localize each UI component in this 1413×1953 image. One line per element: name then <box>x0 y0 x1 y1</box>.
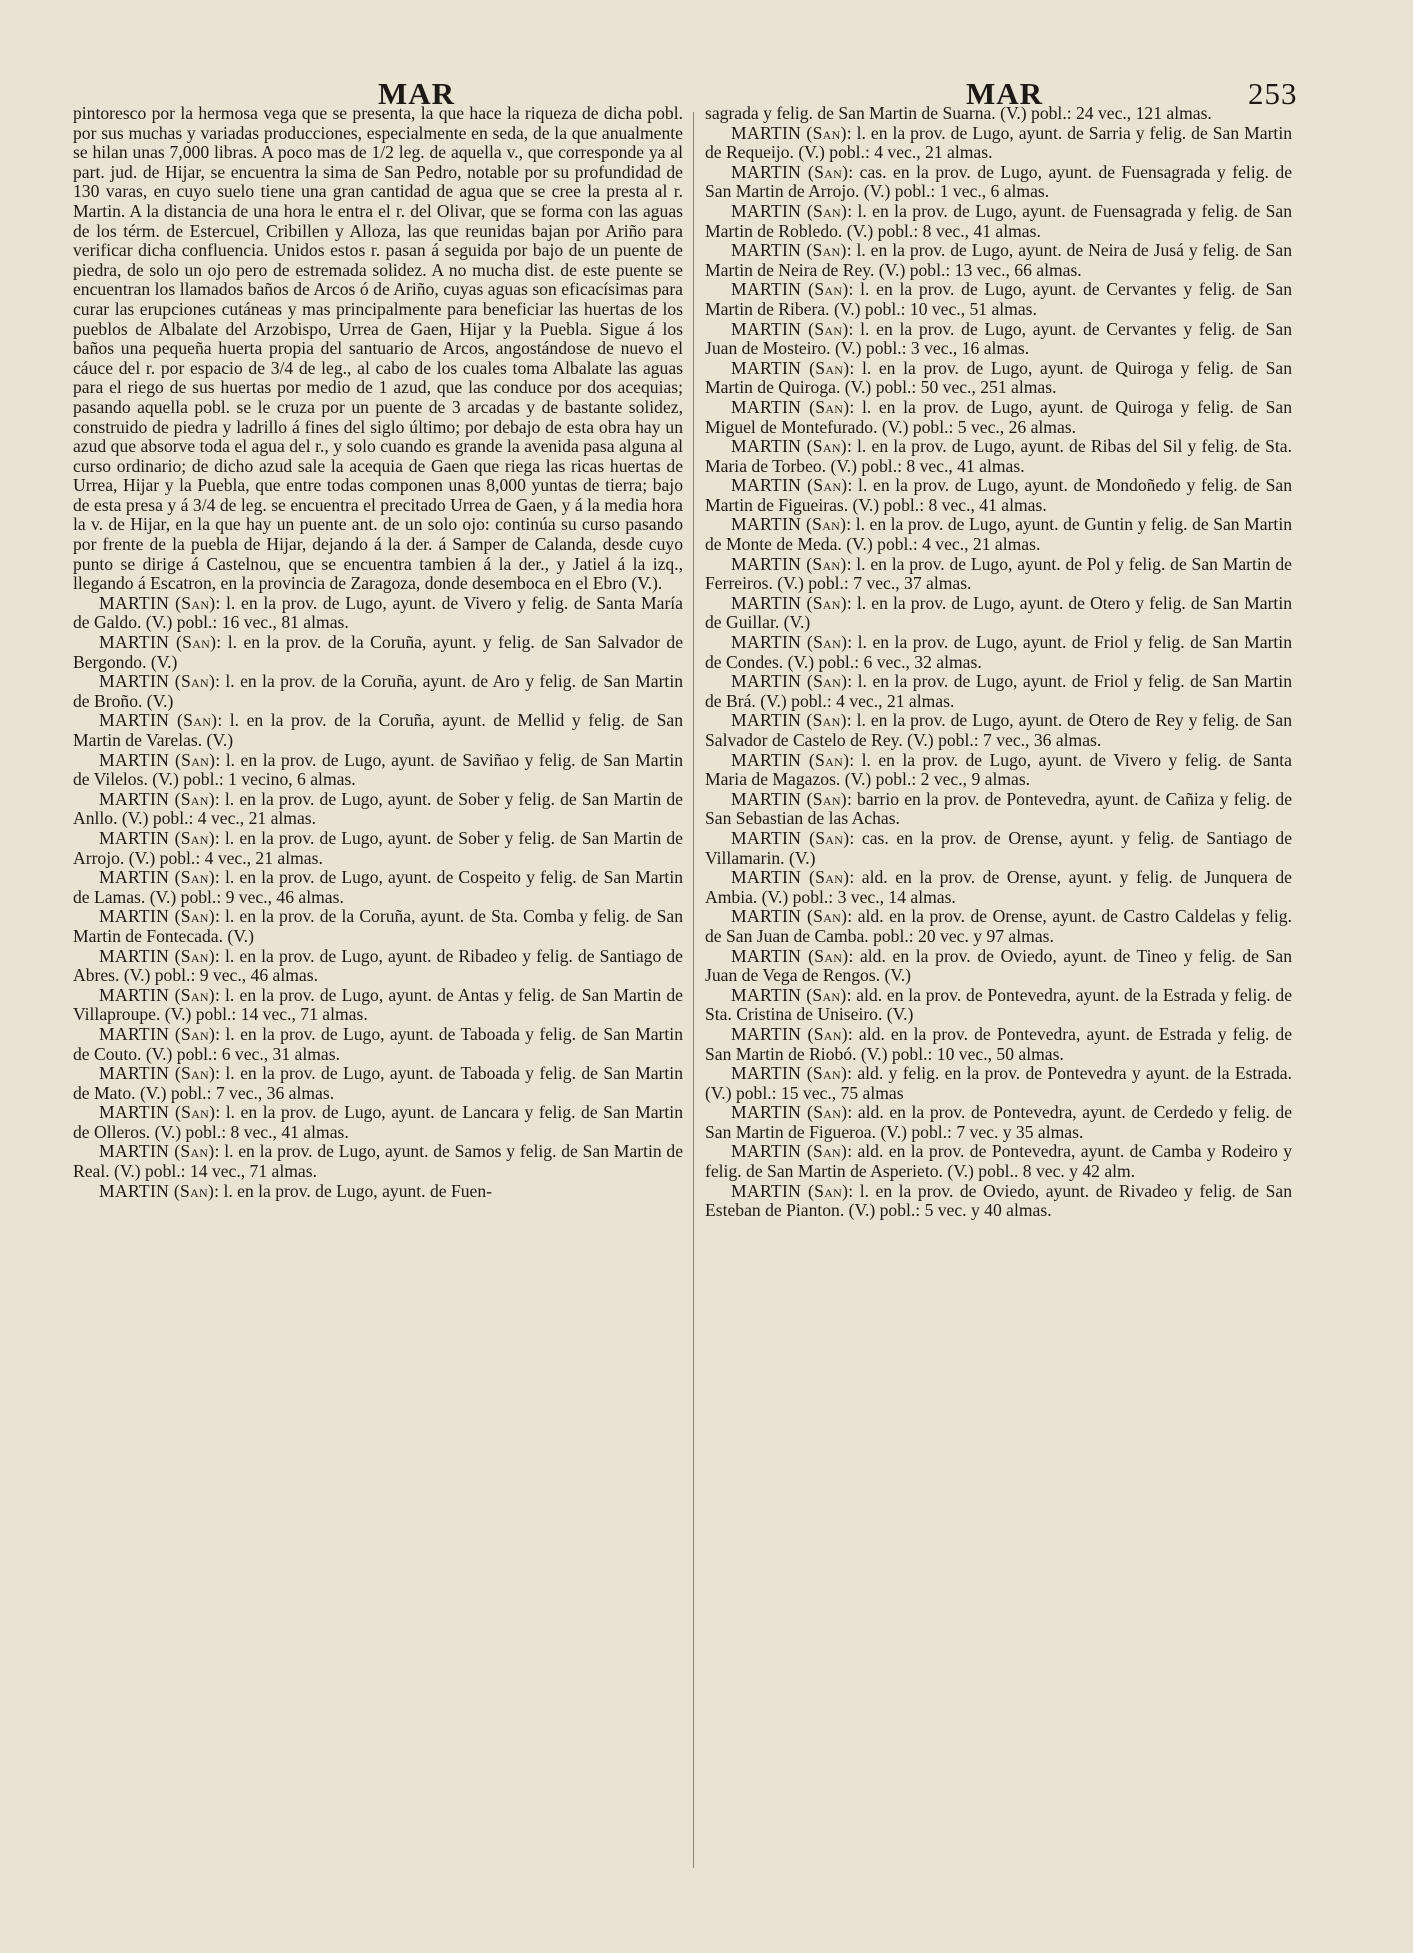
dictionary-entry <box>705 1064 1292 1103</box>
dictionary-entry <box>705 555 1292 594</box>
entry-text: : l. en la prov. de Lugo, ayunt. de Cervantes y felig. de San Juan de Mosteiro. (V.) pobl.: 3 vec., 16 almas. <box>705 318 1292 359</box>
dictionary-entry <box>705 280 1292 319</box>
entry-headword: MARTIN (San) <box>99 671 216 692</box>
dictionary-entry <box>73 1103 683 1142</box>
page-number: 253 <box>1248 76 1298 111</box>
entry-headword: MARTIN (San) <box>99 945 215 966</box>
entry-text: : l. en la prov. de Oviedo, ayunt. de Rivadeo y felig. de San Esteban de Pianton. (V.) pobl.: 5 vec. y 40 almas. <box>705 1180 1292 1221</box>
entry-text: : ald. en la prov. de Oviedo, ayunt. de Tineo y felig. de San Juan de Vega de Rengos. (V.) <box>705 945 1292 986</box>
entry-text: : cas. en la prov. de Lugo, ayunt. de Fuensagrada y felig. de San Martin de Arrojo. (V.) pobl.: 1 vec., 6 almas. <box>705 161 1292 202</box>
left-entries-list <box>73 594 683 1201</box>
entry-text: : l. en la prov. de Lugo, ayunt. de Quiroga y felig. de San Martin de Quiroga. (V.) pobl.: 50 vec., 251 almas. <box>705 357 1292 398</box>
entry-text: : l. en la prov. de Lugo, ayunt. de Guntin y felig. de San Martin de Monte de Meda. (V.) pobl.: 4 vec., 21 almas. <box>705 514 1292 555</box>
dictionary-entry <box>705 1142 1292 1181</box>
dictionary-entry <box>705 633 1292 672</box>
entry-headword: MARTIN (San) <box>731 788 847 809</box>
entry-headword: MARTIN (San) <box>99 1063 216 1084</box>
entry-text: : l. en la prov. de Lugo, ayunt. de Fuensagrada y felig. de San Martin de Robledo. (V.) pobl.: 8 vec., 41 almas. <box>705 200 1292 241</box>
dictionary-entry <box>705 359 1292 398</box>
running-head-right: MAR <box>966 76 1044 111</box>
entry-headword: MARTIN (San) <box>731 318 849 339</box>
entry-text: : l. en la prov. de Lugo, ayunt. de Saviñao y felig. de San Martin de Vilelos. (V.) pobl.: 1 vecino, 6 almas. <box>73 749 683 790</box>
entry-text: : l. en la prov. de Lugo, ayunt. de Taboada y felig. de San Martin de Mato. (V.) pobl.: 7 vec., 36 almas. <box>73 1063 683 1103</box>
dictionary-entry <box>73 594 683 633</box>
entry-headword: MARTIN (San) <box>731 710 847 731</box>
dictionary-entry <box>73 672 683 711</box>
entry-headword: MARTIN (San) <box>731 514 847 535</box>
dictionary-entry <box>73 633 683 672</box>
dictionary-entry <box>705 202 1292 241</box>
entry-text: : l. en la prov. de Lugo, ayunt. de Pol y felig. de San Martin de Ferreiros. (V.) pobl.: 7 vec., 37 almas. <box>705 553 1292 594</box>
dictionary-entry <box>705 790 1292 829</box>
dictionary-entry <box>73 751 683 790</box>
entry-headword: MARTIN (San) <box>731 749 850 770</box>
entry-headword: MARTIN (San) <box>99 1023 216 1044</box>
entry-text: : barrio en la prov. de Pontevedra, ayunt. de Cañiza y felig. de San Sebastian de las Achas. <box>705 788 1292 829</box>
entry-headword: MARTIN (San) <box>731 475 848 496</box>
dictionary-entry <box>73 907 683 946</box>
entry-headword: MARTIN (San) <box>99 749 216 770</box>
entry-headword: MARTIN (San) <box>731 122 847 143</box>
entry-headword: MARTIN (San) <box>731 1063 848 1084</box>
entry-headword: MARTIN (San) <box>99 1180 215 1201</box>
continuation-paragraph: pintoresco por la hermosa vega que se presenta, la que hace la riqueza de dicha pobl. por sus muchas y variadas producciones, especialmente en seda, de la que anualmente se hilan unas 7,000 libras. A poco mas de 1/2 leg. de aquella v., que corresponde ya al part. jud. de Hijar, se encuentra la sima de San Pedro, notable por su profundidad de 130 varas, en cuyo suelo tiene una gran cantidad de agua que se cree la presta al r. Martin. A la distancia de una hora le entra el r. del Olivar, que se forma con las aguas de los térm. de Estercuel, Cribillen y Alloza, las que reunidas bajan por Ariño para verificar dicha confluencia. Unidos estos r. pasan á seguida por bajo de un puente de piedra, de solo un ojo pero de estremada solidez. A no mucha dist. de este puente se encuentran los llamados baños de Arcos ó de Ariño, cuyas aguas son eficacísimas para curar las erupciones cutáneas y mas principalmente para beneficiar las huertas de los pueblos de Albalate del Arzobispo, Urrea de Gaen, Hijar y la Puebla. Sigue á los baños una pequeña huerta propia del santuario de Arcos, angostándose de nuevo el cáuce del r. por espacio de 3/4 de leg., al cabo de los cuales toma Albalate las aguas para el riego de sus huertas por medio de 1 azud, que las conduce por dos acequias; pasando aquella pobl. se le cruza por un puente de 3 arcadas y de bastante solidez, construido de piedra y ladrillo á fines del siglo último; por debajo de esta obra hay un azud que absorve toda el agua del r., y solo cuando es grande la avenida pasa alguna al curso ordinario; de dicho azud sale la acequia de Gaen que riega las ricas huertas de Urrea, Hijar y la Puebla, que entre todas componen unas 8,000 yuntas de tierra; bajo de esta presa y á 3/4 de leg. se encuentra el precitado Urrea de Gaen, y á la media hora la v. de Hijar, en la que hay un puente ant. de un solo ojo: continúa su curso pasando por frente de la puebla de Hijar, dejando á la der. á Samper de Calanda, desde cuyo punto se dirige á Castelnou, que se encuentra tambien á la der., y Jatiel á la izq., llegando á Escatron, en la provincia de Zaragoza, donde desemboca en el Ebro (V.). <box>73 104 683 594</box>
dictionary-entry <box>705 751 1292 790</box>
continuation-paragraph: sagrada y felig. de San Martin de Suarna. (V.) pobl.: 24 vec., 121 almas. <box>705 104 1212 123</box>
dictionary-entry <box>73 868 683 907</box>
entry-text: : l. en la prov. de la Coruña, ayunt. de Mellid y felig. de San Martin de Varelas. (V.) <box>73 710 683 750</box>
entry-text: : l. en la prov. de Lugo, ayunt. de Ribas del Sil y felig. de Sta. Maria de Torbeo. (V.) pobl.: 8 vec., 41 almas. <box>705 436 1292 476</box>
dictionary-entry <box>705 711 1292 750</box>
dictionary-entry <box>73 986 683 1025</box>
entry-text: : l. en la prov. de Lugo, ayunt. de Antas y felig. de San Martin de Villaproupe. (V.) pobl.: 14 vec., 71 almas. <box>73 984 683 1025</box>
entry-headword: MARTIN (San) <box>731 945 849 966</box>
entry-headword: MARTIN (San) <box>731 592 847 613</box>
entry-text: : l. en la prov. de Lugo, ayunt. de Neira de Jusá y felig. de San Martin de Neira de Rey. (V.) pobl.: 13 vec., 66 almas. <box>705 240 1292 280</box>
entry-text: : l. en la prov. de la Coruña, ayunt. y felig. de San Salvador de Bergondo. (V.) <box>73 632 683 672</box>
dictionary-entry <box>73 1182 683 1202</box>
entry-headword: MARTIN (San) <box>99 906 215 927</box>
dictionary-entry <box>705 868 1292 907</box>
entry-headword: MARTIN (San) <box>99 788 215 809</box>
entry-headword: MARTIN (San) <box>731 1102 848 1123</box>
entry-headword: MARTIN (San) <box>731 357 850 378</box>
dictionary-entry <box>705 907 1292 946</box>
entry-text: : l. en la prov. de Lugo, ayunt. de Sarria y felig. de San Martin de Requeijo. (V.) pobl.: 4 vec., 21 almas. <box>705 122 1292 163</box>
dictionary-entry <box>705 1103 1292 1142</box>
running-head-left: MAR <box>378 76 456 111</box>
entry-text: : ald. en la prov. de Pontevedra, ayunt. de la Estrada y felig. de Sta. Cristina de Uniseiro. (V.) <box>705 984 1292 1025</box>
entry-text: : l. en la prov. de Lugo, ayunt. de Taboada y felig. de San Martin de Couto. (V.) pobl.: 6 vec., 31 almas. <box>73 1023 683 1064</box>
right-entries-list <box>705 124 1292 1221</box>
entry-text: : ald. en la prov. de Pontevedra, ayunt. de Estrada y felig. de San Martin de Riobó. (V.) pobl.: 10 vec., 50 almas. <box>705 1023 1292 1064</box>
entry-text: : l. en la prov. de Lugo, ayunt. de Sober y felig. de San Martin de Anllo. (V.) pobl.: 4 vec., 21 almas. <box>73 788 683 829</box>
entry-text: : l. en la prov. de Lugo, ayunt. de Friol y felig. de San Martin de Condes. (V.) pobl.: 6 vec., 32 almas. <box>705 632 1292 672</box>
dictionary-entry <box>73 1025 683 1064</box>
dictionary-entry <box>705 163 1292 202</box>
entry-text: : cas. en la prov. de Orense, ayunt. y felig. de Santiago de Villamarin. (V.) <box>705 827 1292 868</box>
entry-headword: MARTIN (San) <box>731 553 847 574</box>
entry-headword: MARTIN (San) <box>731 396 850 417</box>
dictionary-entry <box>73 711 683 750</box>
entry-text: : l. en la prov. de Lugo, ayunt. de Vivero y felig. de Santa Maria de Magazos. (V.) pobl.: 2 vec., 9 almas. <box>705 749 1292 790</box>
entry-text: : l. en la prov. de Lugo, ayunt. de Ribadeo y felig. de Santiago de Abres. (V.) pobl.: 9 vec., 46 almas. <box>73 945 683 986</box>
entry-text: : ald. en la prov. de Pontevedra, ayunt. de Cerdedo y felig. de San Martin de Figueroa. (V.) pobl.: 7 vec. y 35 almas. <box>705 1102 1292 1142</box>
entry-text: : l. en la prov. de Lugo, ayunt. de Otero de Rey y felig. de San Salvador de Castelo de Rey. (V.) pobl.: 7 vec., 36 almas. <box>705 710 1292 750</box>
entry-headword: MARTIN (San) <box>99 867 215 888</box>
dictionary-entry <box>705 398 1292 437</box>
dictionary-entry <box>73 1142 683 1181</box>
entry-headword: MARTIN (San) <box>731 1023 848 1044</box>
entry-text: : l. en la prov. de Lugo, ayunt. de Friol y felig. de San Martin de Brá. (V.) pobl.: 4 vec., 21 almas. <box>705 671 1292 711</box>
entry-headword: MARTIN (San) <box>731 984 847 1005</box>
dictionary-entry <box>73 1064 683 1103</box>
dictionary-entry <box>705 476 1292 515</box>
right-column <box>705 104 1292 1924</box>
dictionary-entry <box>705 320 1292 359</box>
entry-text: : ald. y felig. en la prov. de Pontevedra y ayunt. de la Estrada. (V.) pobl.: 15 vec., 75 almas <box>705 1063 1292 1103</box>
dictionary-entry <box>73 790 683 829</box>
entry-text: : l. en la prov. de Lugo, ayunt. de Mondoñedo y felig. de San Martin de Figueiras. (V.) pobl.: 8 vec., 41 almas. <box>705 475 1292 515</box>
dictionary-entry <box>705 986 1292 1025</box>
entry-headword: MARTIN (San) <box>731 632 848 653</box>
dictionary-entry <box>705 672 1292 711</box>
entry-text: : l. en la prov. de la Coruña, ayunt. de Sta. Comba y felig. de San Martin de Fontecada. (V.) <box>73 906 683 946</box>
entry-text: : l. en la prov. de la Coruña, ayunt. de Aro y felig. de San Martin de Broño. (V.) <box>73 671 683 711</box>
entry-text: : l. en la prov. de Lugo, ayunt. de Otero y felig. de San Martin de Guillar. (V.) <box>705 592 1292 633</box>
entry-headword: MARTIN (San) <box>99 592 216 613</box>
entry-text: : ald. en la prov. de Orense, ayunt. y felig. de Junquera de Ambia. (V.) pobl.: 3 vec., 14 almas. <box>705 867 1292 907</box>
entry-text: : ald. en la prov. de Orense, ayunt. de Castro Caldelas y felig. de San Juan de Camba. pobl.: 20 vec. y 97 almas. <box>705 906 1292 946</box>
entry-text: : l. en la prov. de Lugo, ayunt. de Sober y felig. de San Martin de Arrojo. (V.) pobl.: 4 vec., 21 almas. <box>73 827 683 868</box>
entry-headword: MARTIN (San) <box>99 984 215 1005</box>
entry-headword: MARTIN (San) <box>99 710 218 731</box>
dictionary-entry <box>705 241 1292 280</box>
entry-text: : ald. en la prov. de Pontevedra, ayunt. de Camba y Rodeiro y felig. de San Martin de Asperieto. (V.) pobl.. 8 vec. y 42 alm. <box>705 1141 1292 1182</box>
entry-headword: MARTIN (San) <box>731 867 850 888</box>
dictionary-entry <box>705 1182 1292 1221</box>
entry-headword: MARTIN (San) <box>731 1141 848 1162</box>
dictionary-entry <box>705 1025 1292 1064</box>
dictionary-entry <box>73 829 683 868</box>
entry-headword: MARTIN (San) <box>731 671 848 692</box>
entry-headword: MARTIN (San) <box>99 1102 216 1123</box>
entry-text: : l. en la prov. de Lugo, ayunt. de Lancara y felig. de San Martin de Olleros. (V.) pobl.: 8 vec., 41 almas. <box>73 1102 683 1142</box>
entry-text: : l. en la prov. de Lugo, ayunt. de Samos y felig. de San Martin de Real. (V.) pobl.: 14 vec., 71 almas. <box>73 1141 683 1182</box>
dictionary-entry <box>705 594 1292 633</box>
entry-headword: MARTIN (San) <box>731 1180 849 1201</box>
entry-headword: MARTIN (San) <box>731 240 847 261</box>
entry-headword: MARTIN (San) <box>99 1141 215 1162</box>
dictionary-entry <box>705 124 1292 163</box>
entry-headword: MARTIN (San) <box>731 906 848 927</box>
entry-text: : l. en la prov. de Lugo, ayunt. de Fuen- <box>214 1180 493 1201</box>
entry-headword: MARTIN (San) <box>731 279 849 300</box>
entry-text: : l. en la prov. de Lugo, ayunt. de Cervantes y felig. de San Martin de Ribera. (V.) pobl.: 10 vec., 51 almas. <box>705 279 1292 319</box>
entry-headword: MARTIN (San) <box>731 436 847 457</box>
left-column <box>73 104 683 1924</box>
dictionary-entry <box>73 947 683 986</box>
dictionary-entry <box>705 829 1292 868</box>
entry-headword: MARTIN (San) <box>731 200 848 221</box>
column-divider <box>693 112 694 1868</box>
entry-headword: MARTIN (San) <box>731 161 849 182</box>
entry-text: : l. en la prov. de Lugo, ayunt. de Cospeito y felig. de San Martin de Lamas. (V.) pobl.: 9 vec., 46 almas. <box>73 867 683 907</box>
dictionary-entry <box>705 437 1292 476</box>
entry-text: : l. en la prov. de Lugo, ayunt. de Quiroga y felig. de San Miguel de Montefurado. (V.) pobl.: 5 vec., 26 almas. <box>705 396 1292 437</box>
dictionary-entry <box>705 947 1292 986</box>
dictionary-entry <box>705 515 1292 554</box>
entry-headword: MARTIN (San) <box>99 632 217 653</box>
entry-text: : l. en la prov. de Lugo, ayunt. de Vivero y felig. de Santa María de Galdo. (V.) pobl.: 16 vec., 81 almas. <box>73 592 683 633</box>
entry-headword: MARTIN (San) <box>731 827 850 848</box>
entry-headword: MARTIN (San) <box>99 827 215 848</box>
